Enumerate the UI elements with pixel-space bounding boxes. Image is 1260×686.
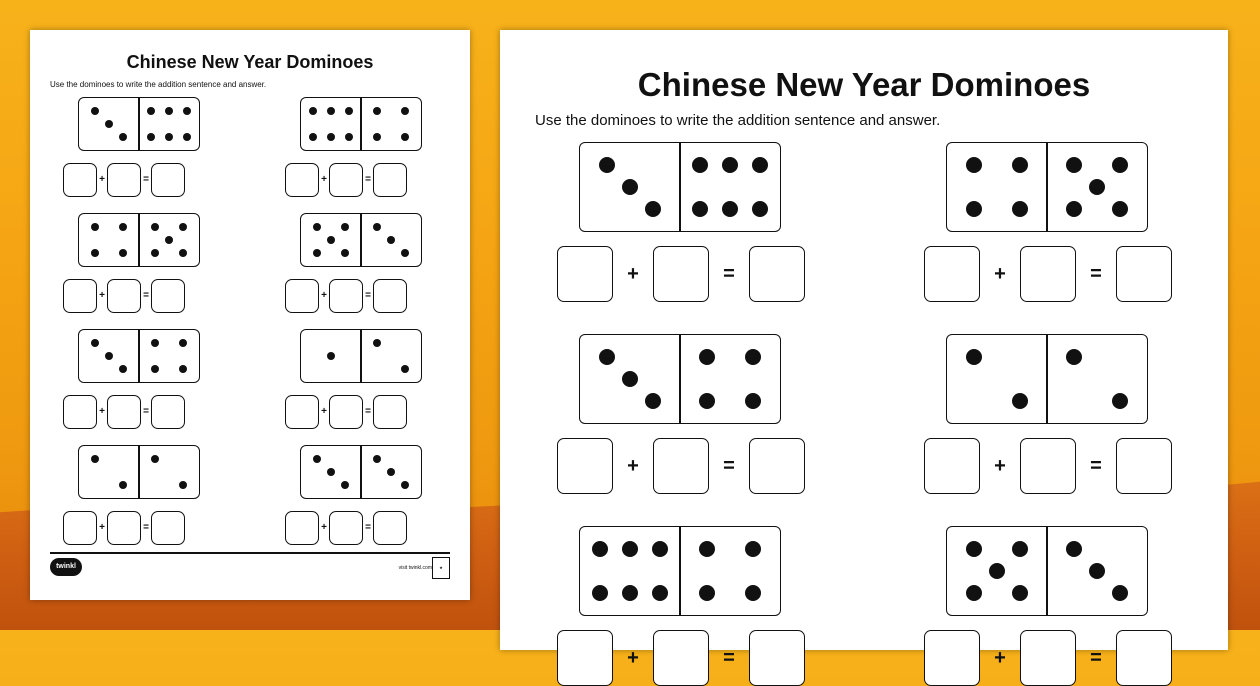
domino-pip <box>652 541 668 557</box>
domino-right-half <box>361 214 421 266</box>
domino-pip <box>151 455 159 463</box>
worksheet-instructions: Use the dominoes to write the addition sentence and answer. <box>535 112 941 129</box>
domino-pip <box>752 157 768 173</box>
worksheet-title: Chinese New Year Dominoes <box>637 66 1091 103</box>
equals-sign: = <box>143 522 149 533</box>
domino-pip <box>752 201 768 217</box>
domino-pip <box>1012 201 1028 217</box>
domino-pip <box>327 468 335 476</box>
domino-pip <box>345 107 353 115</box>
domino-pip <box>151 339 159 347</box>
domino-right-half <box>139 330 199 382</box>
plus-sign: + <box>99 174 105 185</box>
domino-pip <box>313 455 321 463</box>
domino-left-half <box>580 527 680 615</box>
answer-box[interactable] <box>1116 438 1172 494</box>
first-addend-box[interactable] <box>924 630 980 686</box>
domino-pip <box>1066 157 1082 173</box>
equals-sign: = <box>723 647 735 669</box>
domino-pip <box>745 585 761 601</box>
domino-7 <box>300 329 422 383</box>
second-addend-box[interactable] <box>653 438 709 494</box>
domino-right-half <box>139 446 199 498</box>
domino-pip <box>147 133 155 141</box>
domino-left-half <box>301 446 361 498</box>
domino-right-half <box>680 143 780 231</box>
worksheet-instructions: Use the dominoes to write the addition sentence and answer. <box>50 80 267 89</box>
plus-sign: + <box>994 263 1006 285</box>
answer-box[interactable] <box>749 630 805 686</box>
domino-left-half <box>947 143 1047 231</box>
domino-pip <box>179 223 187 231</box>
first-addend-box[interactable] <box>63 511 97 545</box>
plus-sign: + <box>99 406 105 417</box>
domino-4 <box>78 445 200 499</box>
domino-pip <box>387 468 395 476</box>
domino-right-half <box>139 98 199 150</box>
domino-left-half <box>79 214 139 266</box>
addition-sentence-2 <box>924 246 1172 302</box>
equals-sign: = <box>1090 647 1102 669</box>
domino-pip <box>1012 585 1028 601</box>
domino-right-half <box>1047 143 1147 231</box>
answer-box[interactable] <box>373 163 407 197</box>
answer-box[interactable] <box>373 511 407 545</box>
worksheet-title: Chinese New Year Dominoes <box>126 52 374 72</box>
domino-6 <box>946 526 1148 616</box>
domino-pip <box>183 107 191 115</box>
first-addend-box[interactable] <box>285 511 319 545</box>
domino-right-half <box>361 98 421 150</box>
equals-sign: = <box>723 455 735 477</box>
plus-sign: + <box>627 647 639 669</box>
domino-pip <box>645 201 661 217</box>
domino-pip <box>119 365 127 373</box>
domino-pip <box>1112 393 1128 409</box>
domino-5 <box>579 526 781 616</box>
domino-pip <box>699 393 715 409</box>
domino-pip <box>401 481 409 489</box>
answer-box[interactable] <box>1116 630 1172 686</box>
domino-pip <box>165 133 173 141</box>
second-addend-box[interactable] <box>329 163 363 197</box>
domino-4 <box>946 334 1148 424</box>
first-addend-box[interactable] <box>557 438 613 494</box>
domino-pip <box>745 541 761 557</box>
answer-box[interactable] <box>151 279 185 313</box>
domino-right-half <box>1047 527 1147 615</box>
first-addend-box[interactable] <box>285 279 319 313</box>
domino-pip <box>345 133 353 141</box>
domino-pip <box>119 223 127 231</box>
domino-pip <box>1089 563 1105 579</box>
footer-divider <box>50 552 450 554</box>
domino-left-half <box>79 98 139 150</box>
first-addend-box[interactable] <box>557 246 613 302</box>
domino-pip <box>327 352 335 360</box>
second-addend-box[interactable] <box>1020 630 1076 686</box>
answer-box[interactable] <box>373 279 407 313</box>
domino-pip <box>91 455 99 463</box>
first-addend-box[interactable] <box>285 163 319 197</box>
domino-1 <box>579 142 781 232</box>
domino-pip <box>91 339 99 347</box>
domino-pip <box>151 249 159 257</box>
domino-pip <box>745 393 761 409</box>
domino-pip <box>373 107 381 115</box>
equals-sign: = <box>723 263 735 285</box>
domino-pip <box>1012 157 1028 173</box>
domino-pip <box>692 157 708 173</box>
second-addend-box[interactable] <box>107 511 141 545</box>
second-addend-box[interactable] <box>107 163 141 197</box>
domino-8 <box>300 445 422 499</box>
second-addend-box[interactable] <box>1020 438 1076 494</box>
domino-pip <box>327 133 335 141</box>
addition-sentence-4 <box>924 438 1172 494</box>
equals-sign: = <box>365 522 371 533</box>
worksheet-preview-thumbnail[interactable] <box>30 30 470 600</box>
second-addend-box[interactable] <box>1020 246 1076 302</box>
equals-sign: = <box>1090 263 1102 285</box>
second-addend-box[interactable] <box>653 630 709 686</box>
domino-pip <box>1066 349 1082 365</box>
domino-pip <box>989 563 1005 579</box>
domino-left-half <box>301 214 361 266</box>
domino-pip <box>1012 393 1028 409</box>
domino-pip <box>151 365 159 373</box>
domino-left-half <box>79 330 139 382</box>
domino-pip <box>622 541 638 557</box>
equals-sign: = <box>143 290 149 301</box>
twinkl-logo: twinkl <box>50 558 82 576</box>
domino-left-half <box>580 335 680 423</box>
domino-right-half <box>139 214 199 266</box>
domino-right-half <box>680 335 780 423</box>
equals-sign: = <box>143 174 149 185</box>
domino-pip <box>309 107 317 115</box>
domino-pip <box>1066 201 1082 217</box>
domino-pip <box>622 179 638 195</box>
domino-pip <box>599 157 615 173</box>
domino-pip <box>387 236 395 244</box>
plus-sign: + <box>994 647 1006 669</box>
domino-pip <box>105 120 113 128</box>
domino-pip <box>313 223 321 231</box>
addition-sentence-8 <box>285 511 407 545</box>
domino-pip <box>313 249 321 257</box>
addition-sentence-4 <box>63 511 185 545</box>
visit-website-text: visit twinkl.com <box>398 565 432 571</box>
plus-sign: + <box>627 455 639 477</box>
domino-pip <box>1089 179 1105 195</box>
domino-pip <box>91 107 99 115</box>
domino-left-half <box>79 446 139 498</box>
domino-pip <box>722 157 738 173</box>
domino-pip <box>119 133 127 141</box>
domino-pip <box>699 541 715 557</box>
addition-sentence-6 <box>285 279 407 313</box>
domino-3 <box>78 329 200 383</box>
domino-pip <box>599 349 615 365</box>
plus-sign: + <box>99 290 105 301</box>
equals-sign: = <box>365 290 371 301</box>
domino-pip <box>165 107 173 115</box>
domino-pip <box>373 339 381 347</box>
domino-pip <box>341 223 349 231</box>
domino-pip <box>151 223 159 231</box>
equals-sign: = <box>365 174 371 185</box>
plus-sign: + <box>994 455 1006 477</box>
domino-pip <box>401 107 409 115</box>
domino-pip <box>119 249 127 257</box>
domino-pip <box>966 541 982 557</box>
domino-pip <box>119 481 127 489</box>
answer-box[interactable] <box>151 395 185 429</box>
domino-pip <box>341 249 349 257</box>
domino-6 <box>300 213 422 267</box>
domino-left-half <box>947 335 1047 423</box>
domino-pip <box>966 585 982 601</box>
domino-pip <box>745 349 761 365</box>
domino-pip <box>327 107 335 115</box>
first-addend-box[interactable] <box>285 395 319 429</box>
domino-pip <box>147 107 155 115</box>
first-addend-box[interactable] <box>63 163 97 197</box>
domino-right-half <box>680 527 780 615</box>
domino-pip <box>401 365 409 373</box>
answer-box[interactable] <box>1116 246 1172 302</box>
domino-pip <box>966 201 982 217</box>
second-addend-box[interactable] <box>329 395 363 429</box>
domino-left-half <box>301 330 361 382</box>
first-addend-box[interactable] <box>557 630 613 686</box>
domino-pip <box>309 133 317 141</box>
domino-right-half <box>361 446 421 498</box>
answer-box[interactable] <box>373 395 407 429</box>
domino-right-half <box>1047 335 1147 423</box>
domino-pip <box>401 133 409 141</box>
domino-pip <box>179 481 187 489</box>
addition-sentence-7 <box>285 395 407 429</box>
second-addend-box[interactable] <box>107 279 141 313</box>
domino-2 <box>78 213 200 267</box>
domino-right-half <box>361 330 421 382</box>
worksheet-preview-zoomed[interactable] <box>500 30 1228 669</box>
domino-pip <box>592 541 608 557</box>
addition-sentence-1 <box>63 163 185 197</box>
domino-pip <box>179 339 187 347</box>
domino-left-half <box>580 143 680 231</box>
domino-pip <box>966 349 982 365</box>
domino-pip <box>165 236 173 244</box>
first-addend-box[interactable] <box>63 279 97 313</box>
equals-sign: = <box>143 406 149 417</box>
domino-left-half <box>301 98 361 150</box>
domino-pip <box>645 393 661 409</box>
domino-pip <box>91 249 99 257</box>
domino-pip <box>401 249 409 257</box>
domino-pip <box>622 585 638 601</box>
domino-pip <box>1112 201 1128 217</box>
domino-pip <box>179 249 187 257</box>
plus-sign: + <box>321 522 327 533</box>
domino-3 <box>579 334 781 424</box>
addition-sentence-2 <box>63 279 185 313</box>
first-addend-box[interactable] <box>924 438 980 494</box>
domino-pip <box>699 349 715 365</box>
domino-pip <box>373 223 381 231</box>
domino-pip <box>966 157 982 173</box>
equals-sign: = <box>1090 455 1102 477</box>
first-addend-box[interactable] <box>924 246 980 302</box>
domino-pip <box>91 223 99 231</box>
addition-sentence-5 <box>285 163 407 197</box>
second-addend-box[interactable] <box>107 395 141 429</box>
plus-sign: + <box>321 406 327 417</box>
domino-pip <box>327 236 335 244</box>
addition-sentence-3 <box>557 438 805 494</box>
domino-pip <box>722 201 738 217</box>
domino-pip <box>1066 541 1082 557</box>
domino-pip <box>1012 541 1028 557</box>
equals-sign: = <box>365 406 371 417</box>
domino-pip <box>592 585 608 601</box>
answer-box[interactable] <box>151 163 185 197</box>
domino-pip <box>373 455 381 463</box>
addition-sentence-3 <box>63 395 185 429</box>
domino-pip <box>1112 585 1128 601</box>
domino-pip <box>183 133 191 141</box>
plus-sign: + <box>321 174 327 185</box>
domino-pip <box>1112 157 1128 173</box>
quality-badge-icon: ★ <box>432 557 450 579</box>
domino-pip <box>622 371 638 387</box>
plus-sign: + <box>99 522 105 533</box>
plus-sign: + <box>627 263 639 285</box>
domino-pip <box>692 201 708 217</box>
domino-pip <box>373 133 381 141</box>
domino-1 <box>78 97 200 151</box>
domino-pip <box>652 585 668 601</box>
domino-pip <box>341 481 349 489</box>
domino-pip <box>179 365 187 373</box>
domino-pip <box>699 585 715 601</box>
first-addend-box[interactable] <box>63 395 97 429</box>
second-addend-box[interactable] <box>329 279 363 313</box>
answer-box[interactable] <box>151 511 185 545</box>
addition-sentence-1 <box>557 246 805 302</box>
answer-box[interactable] <box>749 438 805 494</box>
answer-box[interactable] <box>749 246 805 302</box>
domino-5 <box>300 97 422 151</box>
second-addend-box[interactable] <box>329 511 363 545</box>
domino-pip <box>105 352 113 360</box>
plus-sign: + <box>321 290 327 301</box>
addition-sentence-6 <box>924 630 1172 686</box>
domino-left-half <box>947 527 1047 615</box>
domino-2 <box>946 142 1148 232</box>
addition-sentence-5 <box>557 630 805 686</box>
second-addend-box[interactable] <box>653 246 709 302</box>
